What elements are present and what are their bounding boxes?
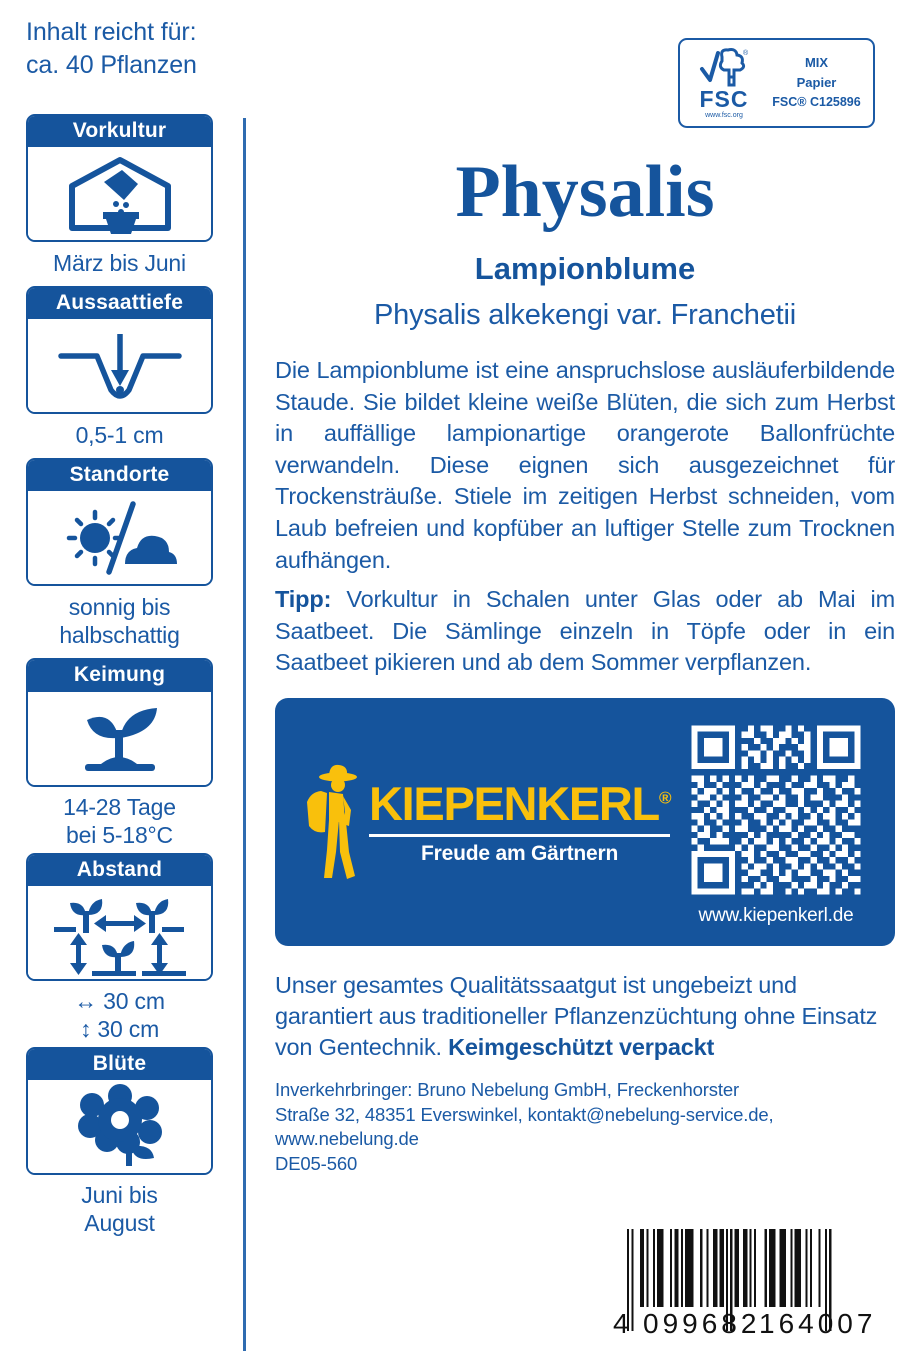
- card-caption-keimung: [26, 787, 213, 853]
- card-caption-bluete: [26, 1175, 213, 1241]
- card-icon-area: [28, 1080, 211, 1173]
- column-divider: [243, 118, 246, 1351]
- registered-mark: ®: [658, 788, 671, 808]
- card-icon-area: [28, 319, 211, 412]
- svg-text:164007: 164007: [759, 1308, 877, 1339]
- caption-line-1: Juni bis: [81, 1181, 158, 1208]
- card-box: [26, 286, 213, 414]
- distributor-line-2: Straße 32, 48351 Everswinkel, kontakt@nebelung-service.de,: [275, 1103, 774, 1125]
- quality-text: Unser gesamtes Qualitätssaatgut ist ungebeizt und garantiert aus traditioneller Pflanzenzüchtung ohne Einsatz von Gentechnik.: [275, 972, 878, 1060]
- card-title-aussaattiefe: Aussaattiefe: [28, 288, 211, 319]
- info-card-standorte: [26, 458, 213, 658]
- card-title-keimung: Keimung: [28, 660, 211, 691]
- info-card-vorkultur: [26, 114, 213, 286]
- greenhouse-sowing-icon: [64, 154, 176, 234]
- svg-text:®: ®: [743, 50, 749, 57]
- card-caption-abstand: [26, 981, 213, 1047]
- caption-line-1: 14-28 Tage: [63, 793, 176, 820]
- tip-paragraph: [275, 584, 895, 679]
- fsc-license-code: FSC® C125896: [772, 95, 861, 110]
- ean13-barcode: [599, 1223, 889, 1341]
- distributor-line-3: www.nebelung.de: [275, 1128, 419, 1150]
- brand-divider-rule: [369, 834, 670, 837]
- card-icon-area: [28, 491, 211, 584]
- caption-line-2: halbschattig: [59, 622, 180, 649]
- barcode-area: [599, 1223, 889, 1341]
- common-name: Lampionblume: [474, 251, 696, 286]
- card-caption-aussaattiefe: 0,5-1 cm: [75, 422, 164, 449]
- kiepenkerl-walking-man-icon: [305, 760, 367, 885]
- distributor-info: [275, 1078, 895, 1176]
- sun-cloud-icon: [55, 498, 185, 578]
- page-title: Physalis: [455, 151, 715, 233]
- fsc-tree-checkmark-icon: [698, 47, 750, 87]
- card-title-bluete: Blüte: [28, 1049, 211, 1080]
- description-text: Die Lampionblume ist eine anspruchslose ausläuferbildende Staude. Sie bildet kleine weiße Blüten, die sich zum Herbst in auffällige lampionartige orangerote Ballonfrüchte verwandeln. Diese eignen sich ausgezeichnet für Trockensträuße. Stiele im zeitigen Herbst schneiden, vom Laub befreien und kopfüber an luftiger Stelle zum Trocknen aufhängen.: [275, 357, 895, 573]
- info-card-bluete: [26, 1047, 213, 1241]
- brand-logo-group: [275, 760, 671, 885]
- card-title-standorte: Standorte: [28, 460, 211, 491]
- brand-wordmark-group: [369, 777, 671, 865]
- caption-line-1: ↔ 30 cm: [74, 987, 165, 1014]
- fsc-logo: [680, 47, 764, 119]
- fsc-wordmark: FSC: [699, 86, 749, 112]
- plant-spacing-icon: [40, 887, 200, 977]
- content-note: [26, 16, 197, 82]
- caption-line-2: bei 5-18°C: [66, 821, 173, 848]
- content-note-line-2: ca. 40 Pflanzen: [26, 51, 197, 79]
- brand-panel: [275, 698, 895, 946]
- caption-line-1: sonnig bis: [68, 594, 171, 621]
- content-note-line-1: Inhalt reicht für:: [26, 18, 197, 46]
- card-title-abstand: Abstand: [28, 855, 211, 886]
- right-content-column: [275, 0, 895, 1351]
- card-box: [26, 1047, 213, 1175]
- flower-icon: [70, 1084, 170, 1168]
- card-icon-area: [28, 692, 211, 785]
- card-caption-vorkultur: März bis Juni: [53, 250, 186, 277]
- botanical-name: Physalis alkekengi var. Franchetii: [374, 299, 796, 331]
- distributor-line-4: DE05-560: [275, 1152, 358, 1174]
- info-card-abstand: [26, 853, 213, 1047]
- brand-website: www.kiepenkerl.de: [698, 905, 854, 926]
- svg-text:4: 4: [613, 1308, 629, 1339]
- fsc-certification-badge: [678, 38, 875, 128]
- card-box: [26, 458, 213, 586]
- qr-group: [665, 719, 895, 925]
- distributor-line-1: Inverkehrbringer: Bruno Nebelung GmbH, Freckenhorster: [275, 1079, 740, 1100]
- brand-name-text: KIEPENKERL: [369, 777, 659, 830]
- icon-card-stack: [26, 114, 213, 1241]
- quality-statement: [275, 970, 895, 1062]
- card-icon-area: [28, 147, 211, 240]
- seedling-icon: [59, 698, 181, 778]
- brand-name: [369, 777, 671, 830]
- fsc-details: [764, 53, 873, 113]
- fsc-url: www.fsc.org: [705, 112, 743, 119]
- svg-text:099682: 099682: [643, 1308, 761, 1339]
- card-title-vorkultur: Vorkultur: [28, 116, 211, 147]
- qr-code[interactable]: [685, 719, 867, 901]
- fsc-mix-label: MIX: [804, 55, 829, 71]
- card-box: [26, 658, 213, 786]
- card-box: [26, 114, 213, 242]
- info-card-keimung: [26, 658, 213, 852]
- fsc-papier-label: Papier: [796, 75, 837, 91]
- caption-line-2: August: [84, 1209, 155, 1236]
- card-caption-standorte: [26, 586, 213, 658]
- info-card-aussaattiefe: [26, 286, 213, 458]
- quality-highlight: Keimgeschützt verpackt: [448, 1033, 715, 1060]
- tip-text: Vorkultur in Schalen unter Glas oder ab Mai im Saatbeet. Die Sämlinge einzeln in Töpfe oder in ein Saatbeet pikieren und ab dem Sommer verpflanzen.: [275, 586, 895, 676]
- card-icon-area: [28, 886, 211, 979]
- seed-depth-arrow-icon: [55, 328, 185, 404]
- brand-slogan: Freude am Gärtnern: [421, 842, 619, 865]
- card-box: [26, 853, 213, 981]
- caption-line-2: ↕ 30 cm: [79, 1015, 160, 1042]
- left-info-column: [0, 0, 243, 1351]
- tip-label: Tipp:: [275, 586, 332, 612]
